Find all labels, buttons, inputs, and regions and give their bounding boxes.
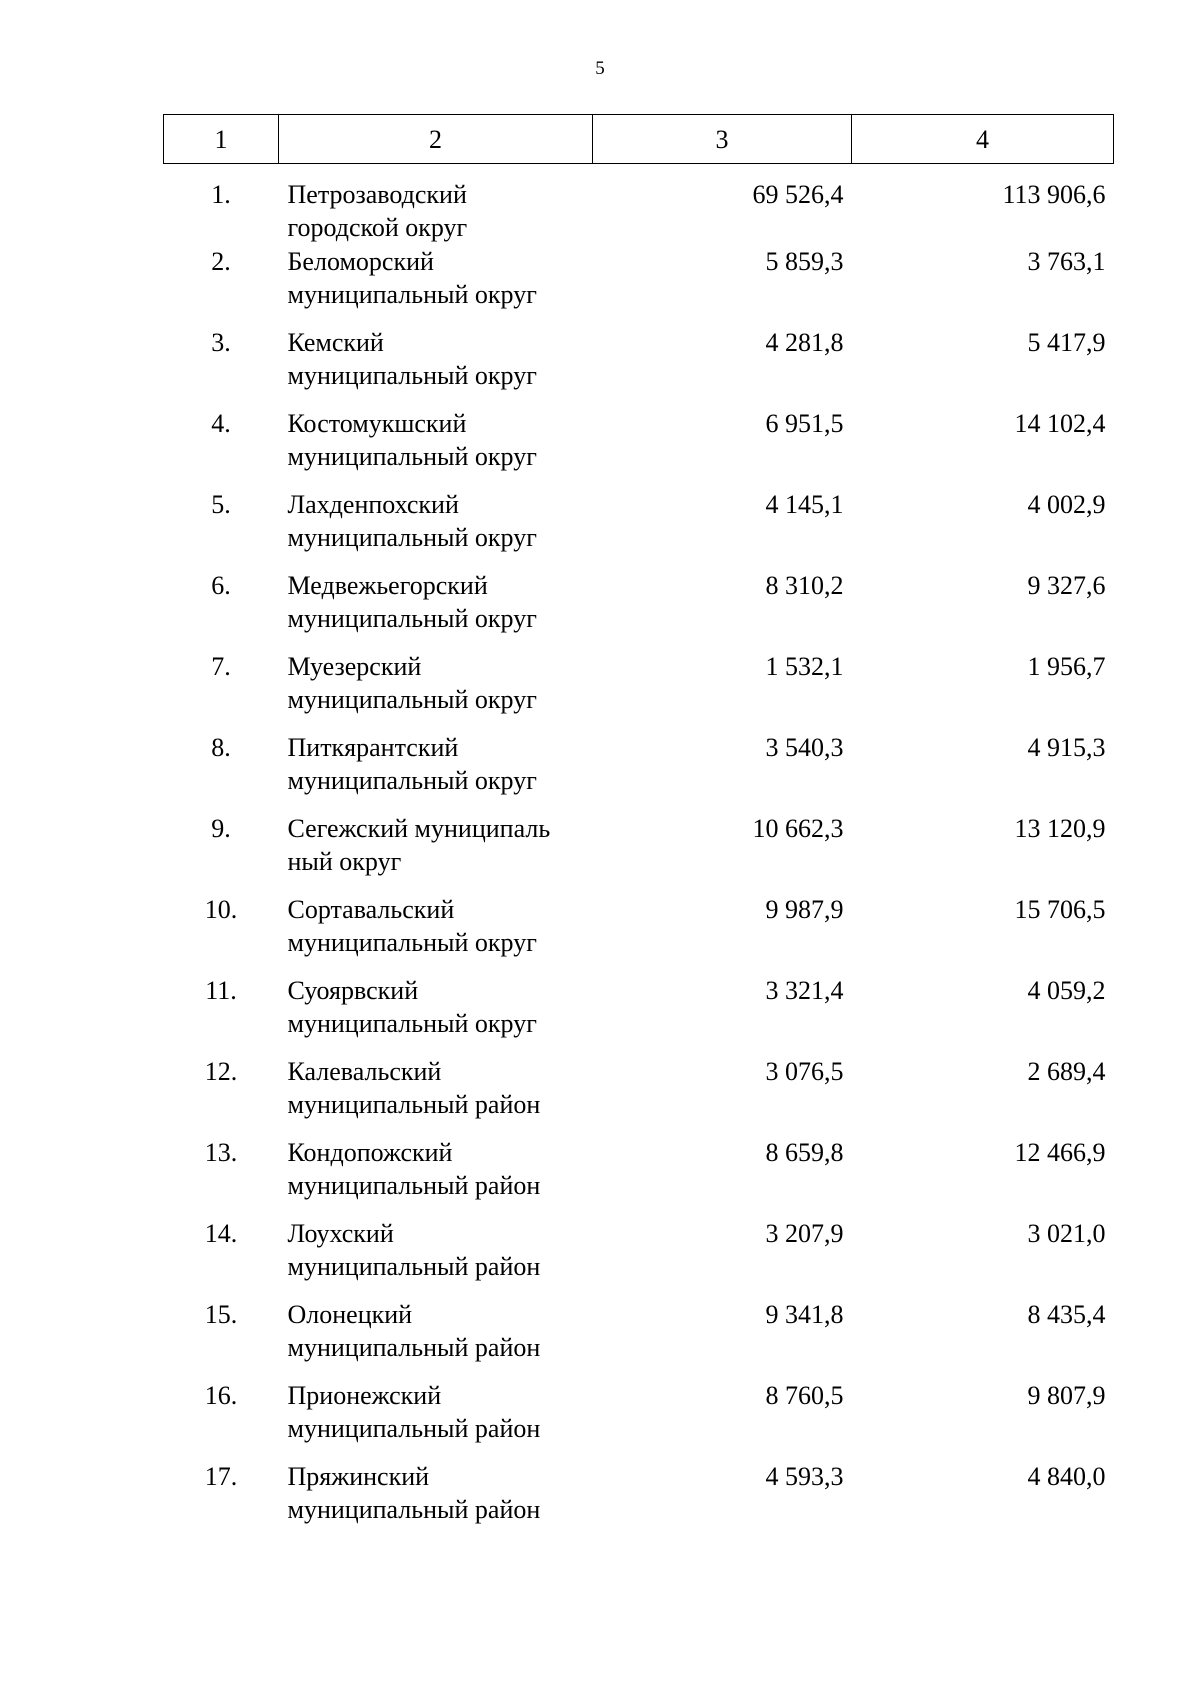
row-number: 9. [211,814,231,843]
table-row [164,974,1114,1055]
municipality-name-line-1: Лоухский [287,1219,394,1248]
municipality-name-line-1: Петрозаводский [287,180,467,209]
table-body [164,164,1114,1542]
value-col-4: 3 763,1 [1027,247,1106,276]
row-number: 3. [211,328,231,357]
value-col-3: 8 310,2 [765,571,844,600]
municipality-name-line-1: Суоярвский [287,976,419,1005]
municipality-name-line-2: муниципальный округ [287,442,537,471]
municipality-name-line-2: муниципальный округ [287,685,537,714]
municipality-name-line-1: Сортавальский [287,895,455,924]
table-row [164,488,1114,569]
table-row [164,569,1114,650]
row-number: 14. [204,1219,238,1248]
value-col-4: 14 102,4 [1014,409,1106,438]
value-col-4: 8 435,4 [1027,1300,1106,1329]
municipality-name-line-2: муниципальный округ [287,523,537,552]
municipality-name [279,731,593,812]
value-col-3: 9 987,9 [765,895,844,924]
municipality-name [279,407,593,488]
municipality-name-line-2: муниципальный округ [287,928,537,957]
data-table [163,114,1114,1541]
table-row [164,812,1114,893]
table-row [164,1460,1114,1541]
municipality-name-line-1: Костомукшский [287,409,467,438]
municipality-name-line-2: муниципальный район [287,1333,541,1362]
row-number: 1. [211,180,231,209]
municipality-name [279,1298,593,1379]
value-col-3: 10 662,3 [752,814,844,843]
table-row [164,1136,1114,1217]
header-col-1: 1 [164,115,279,164]
table-row [164,731,1114,812]
municipality-name-line-2: муниципальный округ [287,604,537,633]
municipality-name-line-2: муниципальный округ [287,766,537,795]
table-row [164,1055,1114,1136]
value-col-4: 3 021,0 [1027,1219,1106,1248]
value-col-3: 69 526,4 [752,180,844,209]
municipality-name [279,650,593,731]
municipality-name [279,974,593,1055]
municipality-name [279,1136,593,1217]
municipality-name [279,1217,593,1298]
value-col-3: 8 659,8 [765,1138,844,1167]
table-row [164,650,1114,731]
municipality-name-line-1: Прионежский [287,1381,442,1410]
row-number: 4. [211,409,231,438]
municipality-name-line-2: муниципальный округ [287,280,537,309]
table-row [164,1298,1114,1379]
value-col-4: 4 915,3 [1027,733,1106,762]
table-row [164,893,1114,974]
header-col-2: 2 [279,115,593,164]
value-col-3: 3 076,5 [765,1057,844,1086]
value-col-4: 113 906,6 [1002,180,1106,209]
table-row [164,245,1114,326]
municipality-name [279,1460,593,1541]
table-row [164,1217,1114,1298]
value-col-4: 12 466,9 [1014,1138,1106,1167]
municipality-name-line-1: Олонецкий [287,1300,413,1329]
value-col-3: 6 951,5 [765,409,844,438]
value-col-3: 3 321,4 [765,976,844,1005]
row-number: 13. [204,1138,238,1167]
municipality-name-line-1: Муезерский [287,652,422,681]
table-row [164,326,1114,407]
municipality-name-line-2: муниципальный район [287,1171,541,1200]
value-col-4: 4 059,2 [1027,976,1106,1005]
municipality-name-line-1: Кондопожский [287,1138,453,1167]
row-number: 6. [211,571,231,600]
row-number: 12. [204,1057,238,1086]
page-number: 5 [595,58,605,79]
value-col-3: 4 593,3 [765,1462,844,1491]
municipality-name [279,164,593,246]
municipality-name-line-2: городской округ [287,213,468,242]
value-col-4: 9 807,9 [1027,1381,1106,1410]
row-number: 11. [205,976,237,1005]
value-col-3: 5 859,3 [765,247,844,276]
table-header [164,115,1114,164]
municipality-name [279,893,593,974]
municipality-name-line-1: Сегежский муниципаль [287,814,551,843]
municipality-name-line-2: муниципальный район [287,1252,541,1281]
value-col-3: 4 281,8 [765,328,844,357]
table-row [164,164,1114,246]
municipality-name [279,812,593,893]
value-col-4: 4 002,9 [1027,490,1106,519]
row-number: 15. [204,1300,238,1329]
value-col-3: 8 760,5 [765,1381,844,1410]
municipality-name-line-1: Кемский [287,328,384,357]
municipality-name [279,1055,593,1136]
value-col-3: 3 207,9 [765,1219,844,1248]
row-number: 8. [211,733,231,762]
value-col-4: 4 840,0 [1027,1462,1106,1491]
municipality-name-line-2: муниципальный округ [287,1009,537,1038]
municipality-name [279,488,593,569]
municipality-name-line-1: Пряжинский [287,1462,430,1491]
municipality-name-line-2: муниципальный район [287,1495,541,1524]
row-number: 16. [204,1381,238,1410]
municipality-name-line-1: Медвежьегорский [287,571,488,600]
municipality-name-line-2: муниципальный район [287,1414,541,1443]
value-col-4: 5 417,9 [1027,328,1106,357]
municipality-name-line-2: муниципальный округ [287,361,537,390]
value-col-4: 1 956,7 [1027,652,1106,681]
table-row [164,1379,1114,1460]
value-col-3: 9 341,8 [765,1300,844,1329]
value-col-3: 1 532,1 [765,652,844,681]
municipality-name [279,245,593,326]
value-col-4: 2 689,4 [1027,1057,1106,1086]
header-col-3: 3 [593,115,852,164]
municipality-name [279,1379,593,1460]
municipality-name-line-1: Питкярантский [287,733,459,762]
municipality-name-line-1: Калевальский [287,1057,442,1086]
municipality-name-line-2: ный округ [287,847,402,876]
row-number: 2. [211,247,231,276]
header-row [164,115,1114,164]
value-col-3: 3 540,3 [765,733,844,762]
municipality-name-line-1: Лахденпохский [287,490,459,519]
municipality-name-line-1: Беломорский [287,247,434,276]
table-row [164,407,1114,488]
value-col-4: 9 327,6 [1027,571,1106,600]
municipality-name [279,569,593,650]
value-col-4: 13 120,9 [1014,814,1106,843]
value-col-4: 15 706,5 [1014,895,1106,924]
value-col-3: 4 145,1 [765,490,844,519]
municipality-name [279,326,593,407]
row-number: 7. [211,652,231,681]
row-number: 5. [211,490,231,519]
municipality-name-line-2: муниципальный район [287,1090,541,1119]
header-col-4: 4 [852,115,1114,164]
row-number: 10. [204,895,238,924]
row-number: 17. [204,1462,238,1491]
